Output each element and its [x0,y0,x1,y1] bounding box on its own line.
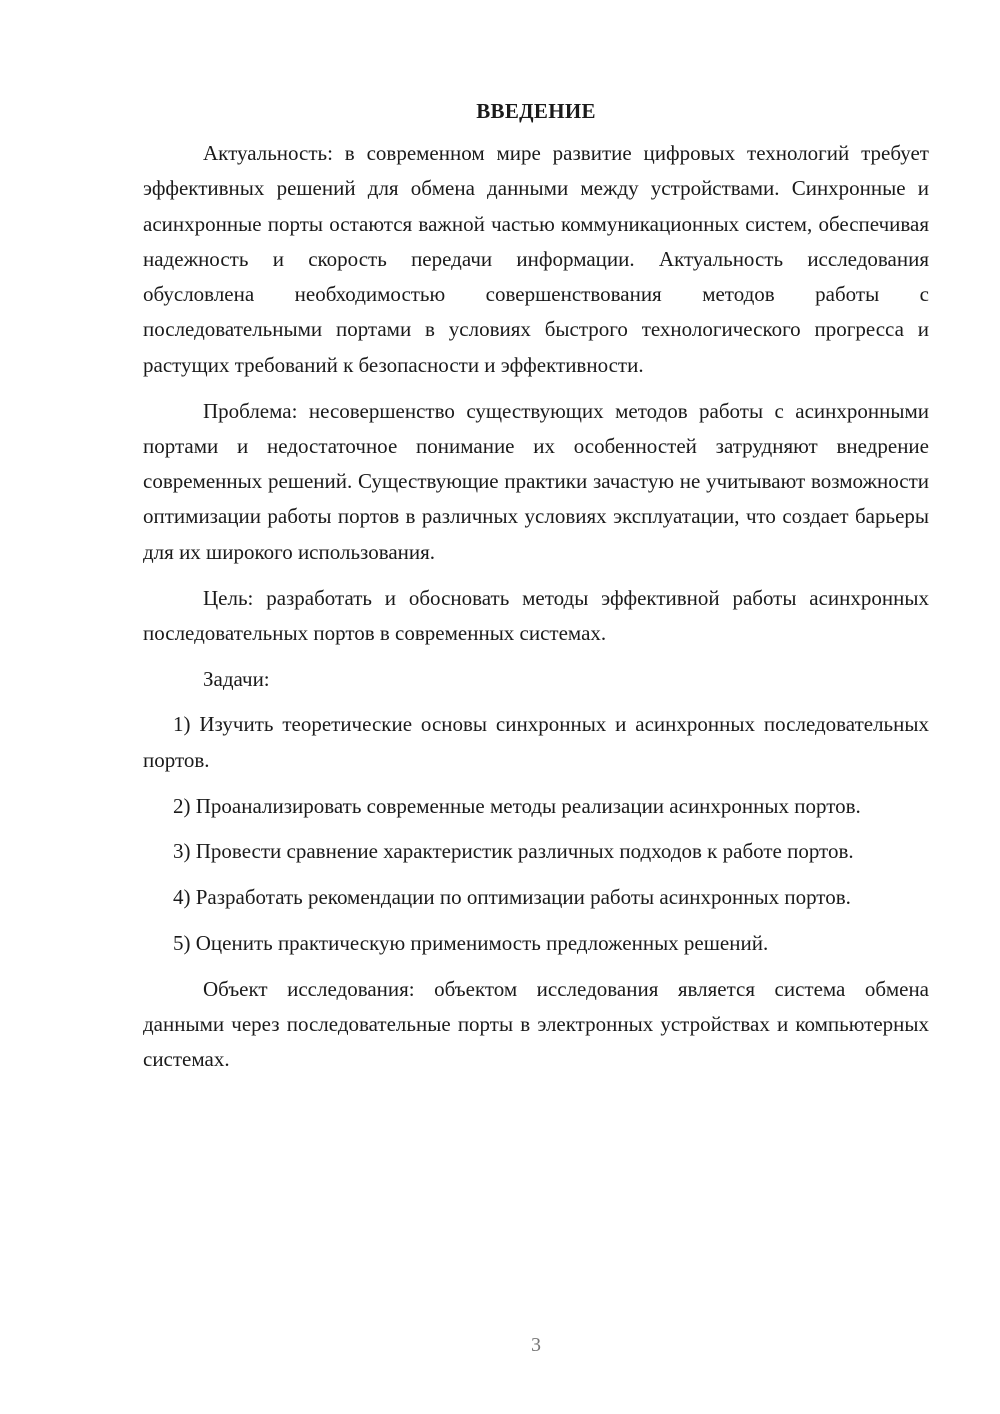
section-heading: ВВЕДЕНИЕ [476,99,596,123]
paragraph-relevance: Актуальность: в современном мире развитие цифровых технологий требует эффективных решений для обмена данными между устройствами. Синхронные и асинхронные порты остаются важной частью коммуникационных систем, обеспечивая надежность и скорость передачи информации. Актуальность исследования обусловлена необходимостью совершенствования методов работы с последовательными портами в условиях быстрого технологического прогресса и растущих требований к безопасности и эффективности. [143,141,929,377]
task-item-2: 2) Проанализировать современные методы реализации асинхронных портов. [173,793,861,818]
paragraph-goal: Цель: разработать и обосновать методы эффективной работы асинхронных последовательных портов в современных системах. [143,585,929,645]
page-content [143,96,929,1078]
paragraph-object: Объект исследования: объектом исследования является система обмена данными через последовательные порты в электронных устройствах и компьютерных системах. [143,976,929,1072]
page-number: 3 [531,1334,541,1356]
task-item-1: 1) Изучить теоретические основы синхронных и асинхронных последовательных портов. [143,712,929,772]
tasks-label: Задачи: [203,666,270,691]
task-item-5: 5) Оценить практическую применимость предложенных решений. [173,930,769,955]
task-item-3: 3) Провести сравнение характеристик различных подходов к работе портов. [173,839,854,864]
paragraph-problem: Проблема: несовершенство существующих методов работы с асинхронными портами и недостаточное понимание их особенностей затрудняют внедрение современных решений. Существующие практики зачастую не учитывают возможности оптимизации работы портов в различных условиях эксплуатации, что создает барьеры для их широкого использования. [143,398,929,564]
task-item-4: 4) Разработать рекомендации по оптимизации работы асинхронных портов. [173,885,851,910]
